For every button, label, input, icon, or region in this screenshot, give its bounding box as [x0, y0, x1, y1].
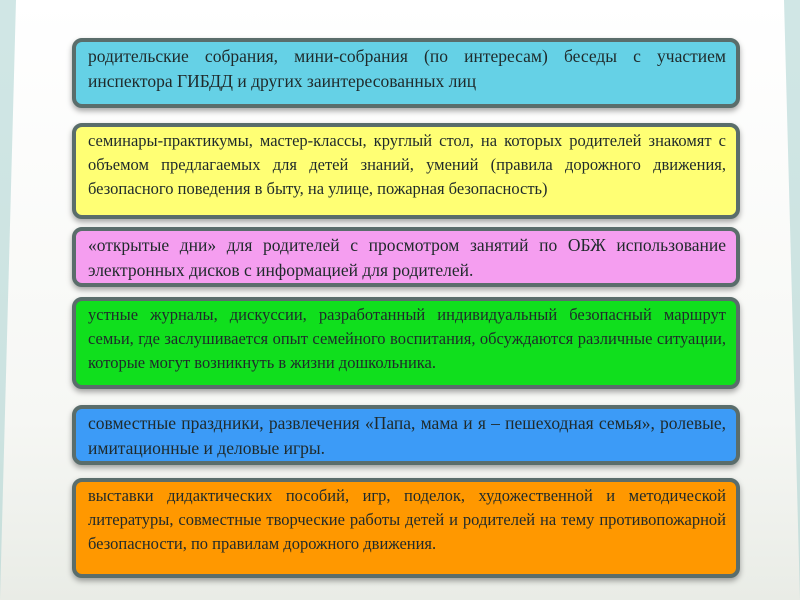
item-text: «открытые дни» для родителей с просмотром занятий по ОБЖ использование электронных дисков с информацией для родителей. [88, 235, 726, 280]
item-text: родительские собрания, мини-собрания (по интересам) беседы с участием инспектора ГИБДД и других заинтересованных лиц [88, 46, 726, 91]
item-text: устные журналы, дискуссии, разработанный индивидуальный безопасный маршрут семьи, где заслушивается опыт семейного воспитания, обсуждаются различные ситуации, которые могут возникнуть в жизни дошкольника. [88, 305, 726, 372]
item-text: семинары-практикумы, мастер-классы, круглый стол, на которых родителей знакомят с объемом предлагаемых для детей знаний, умений (правила дорожного движения, безопасного поведения в быту, на улице, пожарная безопасность) [88, 131, 726, 198]
item-text: совместные праздники, развлечения «Папа, мама и я – пешеходная семья», ролевые, имитационные и деловые игры. [88, 413, 726, 458]
item-box-parent-meetings [72, 38, 740, 108]
item-box-seminars [72, 123, 740, 219]
item-box-joint-holidays [72, 405, 740, 465]
item-box-oral-journals [72, 297, 740, 389]
item-box-exhibitions [72, 478, 740, 578]
item-box-open-days [72, 227, 740, 287]
right-decorative-strip [784, 0, 800, 600]
left-decorative-strip [0, 0, 16, 600]
item-text: выставки дидактических пособий, игр, поделок, художественной и методической литературы, совместные творческие работы детей и родителей на тему противопожарной безопасности, по правилам дорожного движения. [88, 486, 726, 553]
